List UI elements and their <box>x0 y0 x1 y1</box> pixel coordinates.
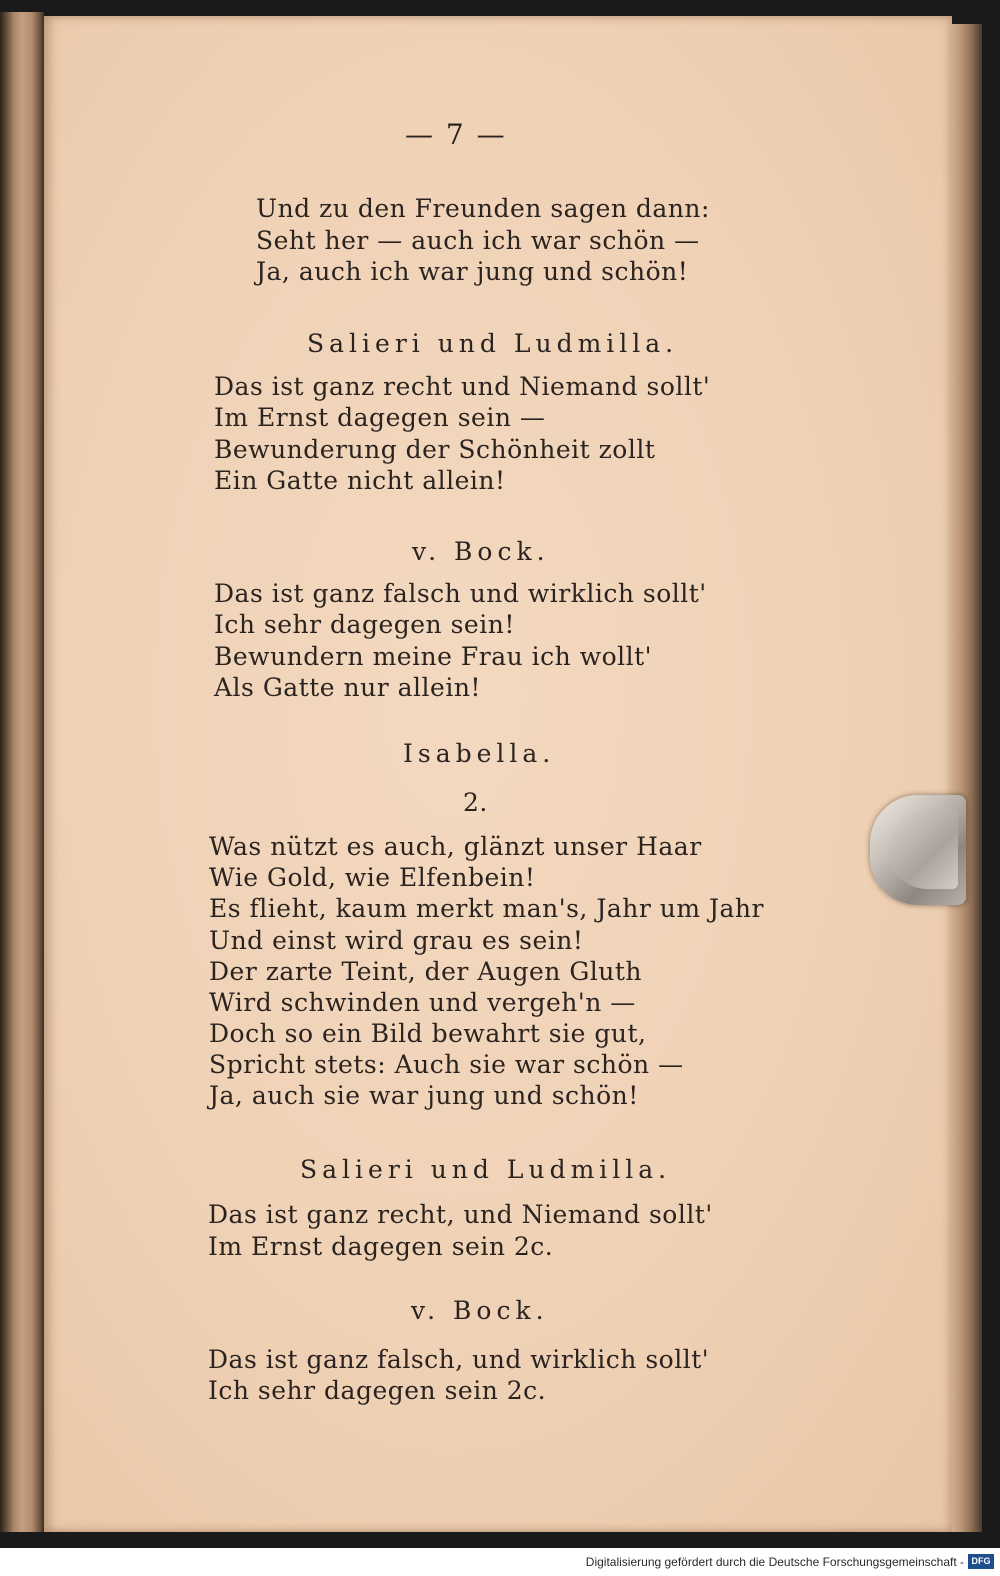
stanza5-line2: Im Ernst dagegen sein 2c. <box>208 1232 554 1261</box>
stanza2-line4: Ein Gatte nicht allein! <box>214 466 506 495</box>
stanza1-line1: Und zu den Freunden sagen dann: <box>256 194 710 223</box>
page-clip <box>870 795 966 905</box>
stanza3-line3: Bewundern meine Frau ich wollt' <box>214 642 653 671</box>
dfg-logo-icon: DFG <box>968 1554 994 1569</box>
stanza1-line2: Seht her — auch ich war schön — <box>256 226 700 255</box>
speaker-heading-5: v. Bock. <box>411 1296 549 1325</box>
speaker-heading-2: v. Bock. <box>412 537 550 566</box>
stanza4-line3: Es flieht, kaum merkt man's, Jahr um Jahr <box>209 894 764 923</box>
stanza4-line4: Und einst wird grau es sein! <box>209 926 584 955</box>
stanza4-line5: Der zarte Teint, der Augen Gluth <box>209 957 643 986</box>
stanza4-line9: Ja, auch sie war jung und schön! <box>209 1081 639 1110</box>
left-page-edge <box>0 12 44 1532</box>
stanza4-line7: Doch so ein Bild bewahrt sie gut, <box>209 1019 647 1048</box>
stanza2-line3: Bewunderung der Schönheit zollt <box>214 435 656 464</box>
verse-number-2: 2. <box>463 788 488 817</box>
page-number: — 7 — <box>405 118 507 151</box>
stanza6-line1: Das ist ganz falsch, und wirklich sollt' <box>208 1345 710 1374</box>
right-page-edge <box>952 24 982 1532</box>
speaker-heading-3: Isabella. <box>403 739 556 768</box>
stanza4-line1: Was nützt es auch, glänzt unser Haar <box>209 832 702 861</box>
stanza1-line3: Ja, auch ich war jung und schön! <box>256 257 689 286</box>
stanza2-line1: Das ist ganz recht und Niemand sollt' <box>214 372 711 401</box>
speaker-heading-1: Salieri und Ludmilla. <box>307 329 679 358</box>
speaker-heading-4: Salieri und Ludmilla. <box>300 1155 672 1184</box>
stanza3-line4: Als Gatte nur allein! <box>214 673 481 702</box>
stanza3-line1: Das ist ganz falsch und wirklich sollt' <box>214 579 707 608</box>
stanza3-line2: Ich sehr dagegen sein! <box>214 610 515 639</box>
digitization-footer <box>0 1548 1000 1576</box>
stanza5-line1: Das ist ganz recht, und Niemand sollt' <box>208 1200 713 1229</box>
stanza2-line2: Im Ernst dagegen sein — <box>214 403 546 432</box>
page-clip-highlight <box>888 809 958 889</box>
stanza6-line2: Ich sehr dagegen sein 2c. <box>208 1376 547 1405</box>
stanza4-line8: Spricht stets: Auch sie war schön — <box>209 1050 684 1079</box>
footer-credit-text: Digitalisierung gefördert durch die Deutsche Forschungsgemeinschaft - <box>585 1555 964 1569</box>
stanza4-line6: Wird schwinden und vergeh'n — <box>209 988 636 1017</box>
stanza4-line2: Wie Gold, wie Elfenbein! <box>209 863 536 892</box>
